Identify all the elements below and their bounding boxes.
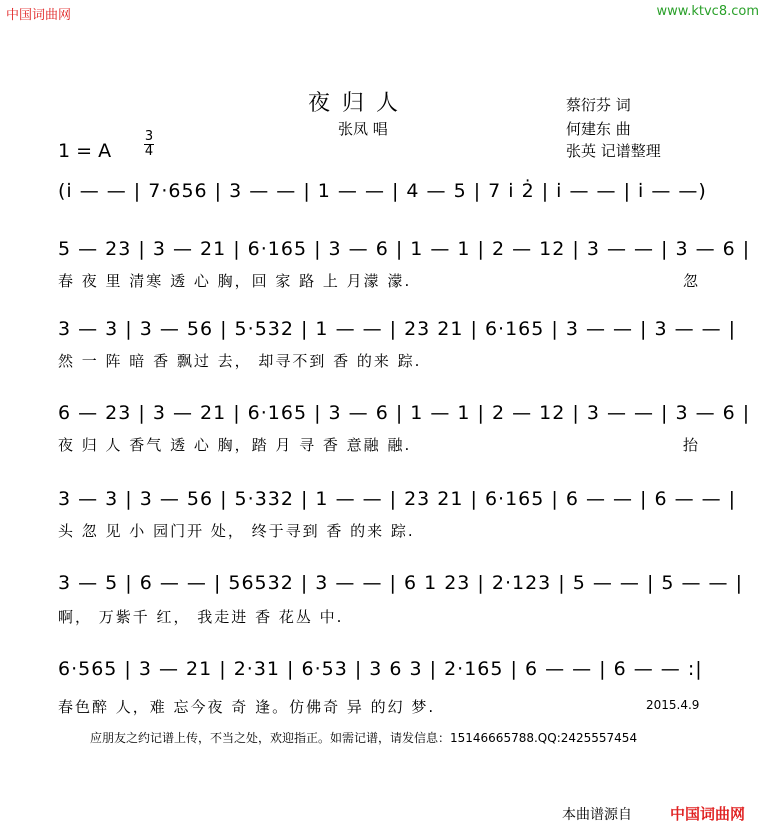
system-3-notes: 6 — 23 | 3 — 21 | 6·165 | 3 — 6 | 1 — 1 | 2 — 12 | 3 — — | 3 — 6 | — [58, 402, 751, 424]
system-1-lyric-tail: 忽 — [683, 272, 699, 290]
system-5-lyrics: 啊， 万紫千 红， 我走进 香 花丛 中. — [58, 608, 344, 626]
key-signature: 1 = A — [58, 140, 112, 162]
footer-note: 应朋友之约记谱上传，不当之处，欢迎指正。如需记谱，请发信息：15146665788.QQ:2425557454 — [90, 731, 638, 745]
site-watermark-right: www.ktvc8.com — [656, 4, 759, 19]
source-label: 本曲谱源自 — [562, 807, 632, 823]
intro-notes: (i̇ — — | 7·656 | 3 — — | 1 — — | 4 — 5 | 7 i̇ 2̇ | i̇ — — | i̇ — —) — [58, 180, 707, 202]
source-site: 中国词曲网 — [670, 805, 746, 823]
time-signature — [144, 130, 154, 159]
composer-credit: 何建东 曲 — [566, 120, 631, 138]
system-3-lyric-tail: 抬 — [683, 436, 699, 454]
system-2-notes: 3 — 3 | 3 — 56 | 5·532 | 1 — — | 23 21 | 6·165 | 3 — — | 3 — — | — [58, 318, 737, 340]
song-title: 夜归人 — [308, 91, 411, 116]
site-watermark-left: 中国词曲网 — [6, 8, 72, 23]
system-1-notes: 5 — 23 | 3 — 21 | 6·165 | 3 — 6 | 1 — 1 | 2 — 12 | 3 — — | 3 — 6 | — [58, 238, 751, 260]
system-3-lyrics: 夜 归 人 香气 透 心 胸，踏 月 寻 香 意融 融. — [58, 436, 412, 454]
system-1-lyrics: 春 夜 里 清寒 透 心 胸，回 家 路 上 月濛 濛. — [58, 272, 412, 290]
system-2-lyrics: 然 一 阵 暗 香 飘过 去， 却寻不到 香 的来 踪. — [58, 352, 422, 370]
system-6-lyrics: 春色醉 人，难 忘今夜 奇 逢。仿佛奇 异 的幻 梦. — [58, 698, 436, 716]
time-signature-top: 3 — [144, 129, 154, 144]
system-4-notes: 3 — 3 | 3 — 56 | 5·332 | 1 — — | 23 21 | 6·165 | 6 — — | 6 — — | — [58, 488, 737, 510]
transcription-date: 2015.4.9 — [646, 698, 700, 712]
singer-credit: 张凤 唱 — [338, 120, 388, 138]
lyricist-credit: 蔡衍芬 词 — [566, 96, 631, 114]
system-4-lyrics: 头 忽 见 小 园门开 处， 终于寻到 香 的来 踪. — [58, 522, 415, 540]
system-5-notes: 3 — 5 | 6 — — | 56532 | 3 — — | 6 1 23 | 2·123 | 5 — — | 5 — — | — [58, 572, 743, 594]
system-6-notes: 6·565 | 3 — 21 | 2·31 | 6·53 | 3 6 3 | 2·165 | 6 — — | 6 — — :| — [58, 658, 703, 680]
arranger-credit: 张英 记谱整理 — [566, 142, 661, 160]
time-signature-bottom: 4 — [144, 144, 154, 159]
